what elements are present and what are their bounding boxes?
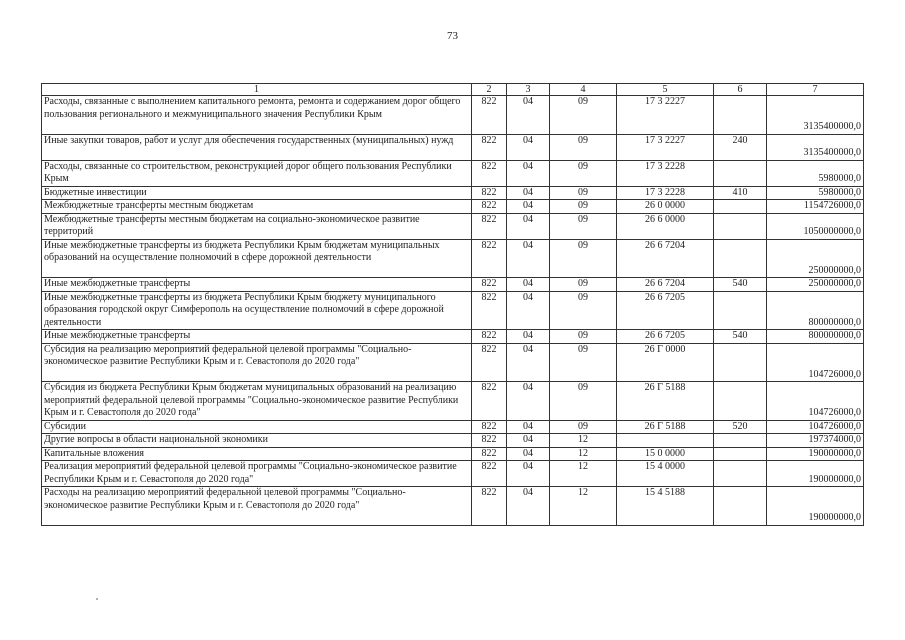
row-csr: 26 6 7204 (617, 278, 714, 292)
row-name: Другие вопросы в области национальной экономики (42, 434, 472, 448)
row-name: Иные межбюджетные трансферты (42, 278, 472, 292)
column-number-4: 4 (550, 84, 617, 96)
row-rz: 04 (507, 213, 550, 239)
table-row (42, 420, 864, 434)
row-csr: 17 3 2227 (617, 96, 714, 135)
row-sum: 800000000,0 (767, 330, 864, 344)
row-pr: 09 (550, 200, 617, 214)
row-gr: 822 (472, 200, 507, 214)
row-pr: 12 (550, 447, 617, 461)
row-name: Бюджетные инвестиции (42, 186, 472, 200)
row-gr: 822 (472, 487, 507, 526)
row-pr: 12 (550, 461, 617, 487)
row-pr: 09 (550, 291, 617, 330)
budget-table-body (42, 84, 864, 526)
row-rz: 04 (507, 330, 550, 344)
table-row (42, 291, 864, 330)
row-name: Иные межбюджетные трансферты из бюджета Республики Крым бюджету муниципального образования городской округ Симферополь на осуществление полномочий в сфере дорожной деятельности (42, 291, 472, 330)
row-csr: 26 Г 5188 (617, 382, 714, 421)
column-number-2: 2 (472, 84, 507, 96)
row-vr (714, 343, 767, 382)
row-vr (714, 96, 767, 135)
row-rz: 04 (507, 382, 550, 421)
row-gr: 822 (472, 330, 507, 344)
row-pr: 09 (550, 134, 617, 160)
row-sum: 1154726000,0 (767, 200, 864, 214)
table-row (42, 278, 864, 292)
column-number-1: 1 (42, 84, 472, 96)
row-csr (617, 434, 714, 448)
row-vr: 540 (714, 330, 767, 344)
row-csr: 26 6 7205 (617, 330, 714, 344)
row-csr: 26 0 0000 (617, 200, 714, 214)
row-sum: 5980000,0 (767, 186, 864, 200)
row-name: Субсидия из бюджета Республики Крым бюджетам муниципальных образований на реализацию мероприятий федеральной целевой программы "Социально-экономическое развитие Республики Крым и г. Севастополя до 2020 года" (42, 382, 472, 421)
row-rz: 04 (507, 200, 550, 214)
scan-speck (96, 598, 98, 600)
row-name: Межбюджетные трансферты местным бюджетам на социально-экономическое развитие территорий (42, 213, 472, 239)
row-vr: 240 (714, 134, 767, 160)
row-vr (714, 487, 767, 526)
row-pr: 09 (550, 382, 617, 421)
row-name: Межбюджетные трансферты местным бюджетам (42, 200, 472, 214)
row-gr: 822 (472, 278, 507, 292)
page-number: 73 (447, 30, 458, 42)
row-name: Иные межбюджетные трансферты из бюджета Республики Крым бюджетам муниципальных образований на осуществление полномочий в сфере дорожной деятельности (42, 239, 472, 278)
row-vr (714, 291, 767, 330)
row-rz: 04 (507, 96, 550, 135)
table-row (42, 96, 864, 135)
row-gr: 822 (472, 134, 507, 160)
row-sum: 5980000,0 (767, 160, 864, 186)
row-sum: 250000000,0 (767, 278, 864, 292)
row-vr (714, 239, 767, 278)
row-csr: 26 Г 0000 (617, 343, 714, 382)
row-pr: 12 (550, 487, 617, 526)
row-name: Расходы, связанные со строительством, реконструкцией дорог общего пользования Республики Крым (42, 160, 472, 186)
column-number-7: 7 (767, 84, 864, 96)
row-sum: 1050000000,0 (767, 213, 864, 239)
row-pr: 09 (550, 186, 617, 200)
row-pr: 09 (550, 278, 617, 292)
table-row (42, 382, 864, 421)
row-sum: 104726000,0 (767, 382, 864, 421)
row-rz: 04 (507, 134, 550, 160)
row-pr: 09 (550, 420, 617, 434)
row-pr: 12 (550, 434, 617, 448)
row-name: Иные закупки товаров, работ и услуг для обеспечения государственных (муниципальных) нужд (42, 134, 472, 160)
row-sum: 3135400000,0 (767, 134, 864, 160)
table-row (42, 434, 864, 448)
row-pr: 09 (550, 160, 617, 186)
row-gr: 822 (472, 96, 507, 135)
row-vr (714, 447, 767, 461)
table-row (42, 343, 864, 382)
row-gr: 822 (472, 434, 507, 448)
row-sum: 800000000,0 (767, 291, 864, 330)
table-row (42, 447, 864, 461)
row-sum: 104726000,0 (767, 420, 864, 434)
row-name: Капитальные вложения (42, 447, 472, 461)
table-row (42, 186, 864, 200)
table-row (42, 213, 864, 239)
row-rz: 04 (507, 447, 550, 461)
row-rz: 04 (507, 160, 550, 186)
row-pr: 09 (550, 96, 617, 135)
row-gr: 822 (472, 461, 507, 487)
row-csr: 17 3 2227 (617, 134, 714, 160)
row-csr: 17 3 2228 (617, 186, 714, 200)
row-csr: 26 Г 5188 (617, 420, 714, 434)
row-name: Расходы на реализацию мероприятий федеральной целевой программы "Социально-экономическое развитие Республики Крым и г. Севастополя до 2020 года" (42, 487, 472, 526)
column-number-3: 3 (507, 84, 550, 96)
table-row (42, 134, 864, 160)
row-pr: 09 (550, 239, 617, 278)
column-number-5: 5 (617, 84, 714, 96)
row-pr: 09 (550, 213, 617, 239)
row-name: Расходы, связанные с выполнением капитального ремонта, ремонта и содержанием дорог общего пользования регионального и межмуниципального значения Республики Крым (42, 96, 472, 135)
row-pr: 09 (550, 330, 617, 344)
row-csr: 15 4 0000 (617, 461, 714, 487)
row-rz: 04 (507, 291, 550, 330)
table-row (42, 330, 864, 344)
row-rz: 04 (507, 186, 550, 200)
row-gr: 822 (472, 382, 507, 421)
row-csr: 15 0 0000 (617, 447, 714, 461)
row-vr (714, 382, 767, 421)
row-sum: 190000000,0 (767, 447, 864, 461)
row-gr: 822 (472, 160, 507, 186)
column-number-6: 6 (714, 84, 767, 96)
row-vr: 540 (714, 278, 767, 292)
row-csr: 15 4 5188 (617, 487, 714, 526)
row-csr: 17 3 2228 (617, 160, 714, 186)
row-rz: 04 (507, 343, 550, 382)
row-gr: 822 (472, 186, 507, 200)
row-name: Субсидия на реализацию мероприятий федеральной целевой программы "Социально-экономическое развитие Республики Крым и г. Севастополя до 2020 года" (42, 343, 472, 382)
row-rz: 04 (507, 420, 550, 434)
row-rz: 04 (507, 278, 550, 292)
row-csr: 26 6 7204 (617, 239, 714, 278)
row-sum: 197374000,0 (767, 434, 864, 448)
table-row (42, 239, 864, 278)
table-header-row (42, 84, 864, 96)
row-gr: 822 (472, 291, 507, 330)
row-sum: 104726000,0 (767, 343, 864, 382)
budget-table (41, 83, 864, 526)
row-sum: 250000000,0 (767, 239, 864, 278)
row-vr (714, 213, 767, 239)
row-vr (714, 200, 767, 214)
row-sum: 3135400000,0 (767, 96, 864, 135)
row-csr: 26 6 0000 (617, 213, 714, 239)
table-row (42, 461, 864, 487)
row-sum: 190000000,0 (767, 461, 864, 487)
row-csr: 26 6 7205 (617, 291, 714, 330)
row-vr: 410 (714, 186, 767, 200)
row-gr: 822 (472, 213, 507, 239)
row-vr (714, 434, 767, 448)
row-rz: 04 (507, 461, 550, 487)
row-gr: 822 (472, 343, 507, 382)
row-rz: 04 (507, 487, 550, 526)
row-sum: 190000000,0 (767, 487, 864, 526)
row-rz: 04 (507, 239, 550, 278)
row-name: Реализация мероприятий федеральной целевой программы "Социально-экономическое развитие Республики Крым и г. Севастополя до 2020 года" (42, 461, 472, 487)
row-rz: 04 (507, 434, 550, 448)
row-vr (714, 160, 767, 186)
row-pr: 09 (550, 343, 617, 382)
row-vr (714, 461, 767, 487)
table-row (42, 200, 864, 214)
row-vr: 520 (714, 420, 767, 434)
row-gr: 822 (472, 239, 507, 278)
row-gr: 822 (472, 447, 507, 461)
row-gr: 822 (472, 420, 507, 434)
table-row (42, 160, 864, 186)
table-row (42, 487, 864, 526)
row-name: Иные межбюджетные трансферты (42, 330, 472, 344)
row-name: Субсидии (42, 420, 472, 434)
